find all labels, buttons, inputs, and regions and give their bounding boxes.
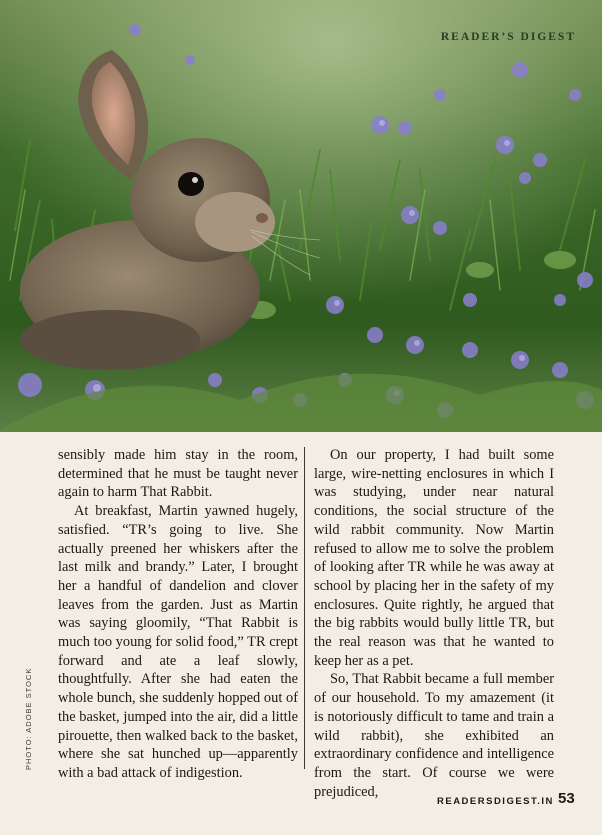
- article-column-left: [58, 446, 298, 783]
- column-divider: [304, 447, 305, 769]
- paragraph: sensibly made him stay in the room, determined that he must be taught never again to harm That Rabbit.: [58, 447, 298, 501]
- publication-running-head: READER’S DIGEST: [440, 31, 576, 43]
- page-number: 53: [558, 790, 575, 807]
- paragraph: On our property, I had built some large, wire-netting enclosures in which I was studying, under near natural conditions, the social structure of the wild rabbit community. Now Martin refused to allow me to solve the problem of looking after TR while he was away at school by placing her in the safety of my enclosures. Quite rightly, he argued that the big rabbits would bully little TR, but the real reason was that he wanted to keep her as a pet.: [314, 447, 554, 669]
- paragraph: So, That Rabbit became a full member of our household. To my amazement (it is notoriously difficult to tame and train a wild rabbit), she exhibited an extraordinary confidence and intelligence from the start. Of course we were prejudiced,: [314, 671, 554, 800]
- article-column-right: [314, 446, 554, 801]
- photo-credit-text: PHOTO: ADOBE STOCK: [24, 667, 33, 770]
- photo-credit: [24, 667, 36, 770]
- paragraph: At breakfast, Martin yawned hugely, satisfied. “TR’s going to live. She actually preened her whiskers after the last milk and brandy.” Later, I brought her a handful of dandelion and clover leaves from the garden. Just as Martin was saying gloomily, “That Rabbit is much too young for solid food,” TR crept forward and ate a leaf slowly, thoughtfully. After she had eaten the whole bunch, she suddenly hopped out of the basket, jumped into the air, did a little pirouette, then walked back to the basket, where she sat hunched up—apparently with a bad attack of indigestion.: [58, 503, 298, 781]
- footer-url: READERSDIGEST.IN: [437, 796, 554, 807]
